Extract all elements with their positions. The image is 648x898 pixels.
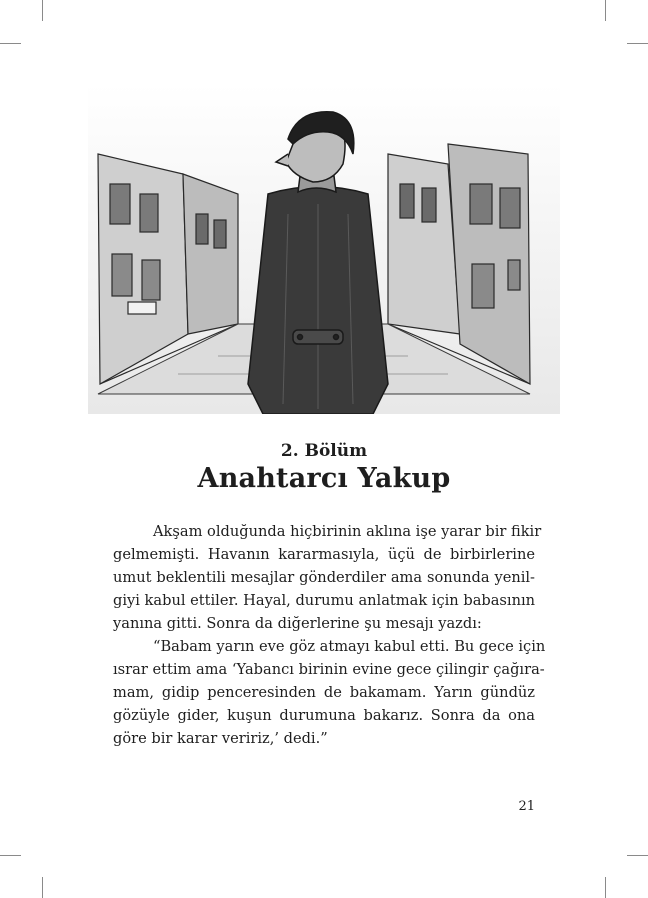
text-line: gözüyle gider, kuşun durumuna bakarız. Sonra da ona [113, 707, 535, 724]
crop-mark [0, 43, 21, 44]
chapter-title: Anahtarcı Yakup [197, 463, 451, 494]
text-line: ısrar ettim ama ‘Yabancı birinin evine gece çilingir çağıra- [113, 661, 545, 678]
text-line: mam, gidip penceresinden de bakamam. Yarın gündüz [113, 684, 535, 701]
body-text [113, 520, 546, 750]
crop-mark [42, 0, 43, 21]
text-line: Akşam olduğunda hiçbirinin aklına işe yarar bir fikir [153, 523, 542, 540]
text-line: “Babam yarın eve göz atmayı kabul etti. Bu gece için [153, 638, 546, 655]
crop-mark [627, 43, 648, 44]
crop-mark [605, 0, 606, 21]
crop-mark [0, 855, 21, 856]
text-line: göre bir karar veririz,’ dedi.” [113, 730, 328, 747]
chapter-number: 2. Bölüm [280, 441, 368, 461]
crop-mark [42, 877, 43, 898]
chapter-illustration [88, 84, 560, 414]
text-line: giyi kabul ettiler. Hayal, durumu anlatmak için babasının [113, 592, 536, 609]
text-line: umut beklentili mesajlar gönderdiler ama sonunda yenil- [113, 569, 535, 586]
crop-mark [605, 877, 606, 898]
page-number: 21 [518, 799, 535, 814]
text-line: yanına gitti. Sonra da diğerlerine şu mesajı yazdı: [113, 615, 482, 632]
crop-mark [627, 855, 648, 856]
text-line: gelmemişti. Havanın kararmasıyla, üçü de birbirlerine [113, 546, 535, 563]
